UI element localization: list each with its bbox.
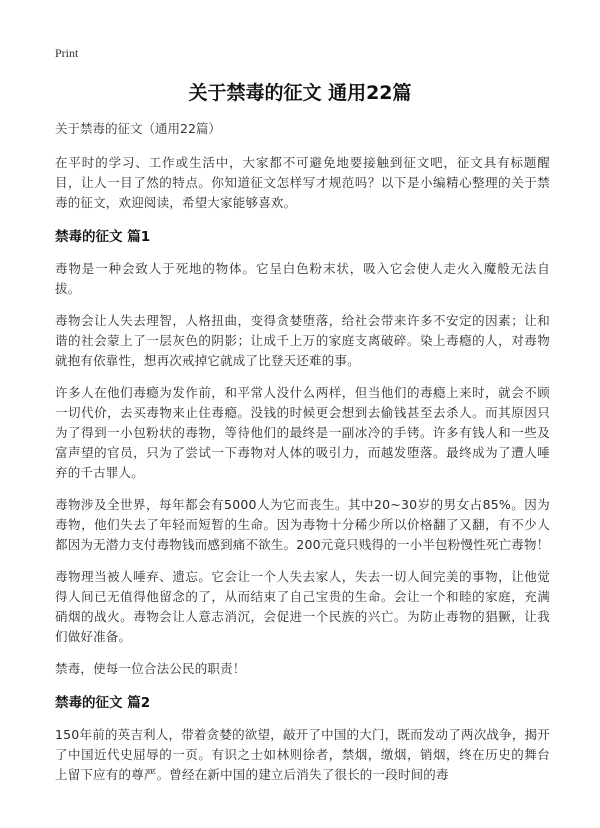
paragraph: 许多人在他们毒瘾为发作前，和平常人没什么两样，但当他们的毒瘾上来时，就会不顾一切代价，去买毒物来止住毒瘾。没钱的时候更会想到去偷钱甚至去杀人。而其原因只为了得到一小包粉状的毒物，等待他们的最终是一副冰冷的手铐。许多有钱人和一些及富声望的官员，只为了尝试一下毒物对人体的吸引力，而越发堕落。最终成为了遭人唾弃的千古罪人。 [55,385,550,480]
section-heading-2: 禁毒的征文 篇2 [55,695,151,711]
print-label: Print [55,46,79,60]
section-heading-1: 禁毒的征文 篇1 [55,229,151,245]
paragraph: 禁毒，使每一位合法公民的职责！ [55,661,246,676]
intro-paragraph: 在平时的学习、工作或生活中，大家都不可避免地要接触到征文吧，征文具有标题醒目，让人一目了然的特点。你知道征文怎样写才规范吗？以下是小编精心整理的关于禁毒的征文，欢迎阅读，希望大家能够喜欢。 [55,155,550,210]
paragraph: 毒物理当被人唾弃、遗忘。它会让一个人失去家人，失去一切人间完美的事物，让他觉得人间已无值得他留念的了，从而结束了自己宝贵的生命。会让一个和睦的家庭，充满硝烟的战火。毒物会让人意志消沉，会促进一个民族的兴亡。为防止毒物的猖獗，让我们做好准备。 [55,569,550,644]
document-subtitle: 关于禁毒的征文（通用22篇） [55,121,221,136]
paragraph: 毒物是一种会致人于死地的物体。它呈白色粉末状，吸入它会使人走火入魔般无法自拔。 [55,261,550,296]
page-title: 关于禁毒的征文 通用22篇 [188,82,412,104]
paragraph: 毒物会让人失去理智，人格扭曲，变得贪婪堕落，给社会带来许多不安定的因素；让和谐的社会蒙上了一层灰色的阴影；让成千上万的家庭支离破碎。染上毒瘾的人，对毒物就抱有依靠性，想再次戒掉它就成了比登天还难的事。 [55,313,550,368]
paragraph: 150年前的英吉利人，带着贪婪的欲望，敲开了中国的大门，既而发动了两次战争，揭开了中国近代史屈辱的一页。有识之士如林则徐者，禁烟，缴烟，销烟，终在历史的舞台上留下应有的尊严。曾经在新中国的建立后消失了很长的一段时间的毒 [55,727,550,782]
article-body [55,119,550,797]
paragraph: 毒物涉及全世界，每年都会有5000人为它而丧生。其中20~30岁的男女占85%。因为毒物，他们失去了年轻而短暂的生命。因为毒物十分稀少所以价格翻了又翻，有不少人都因为无潜力支付毒物钱而感到痛不欲生。200元竟只贱得的一小半包粉慢性死亡毒物！ [55,497,550,552]
